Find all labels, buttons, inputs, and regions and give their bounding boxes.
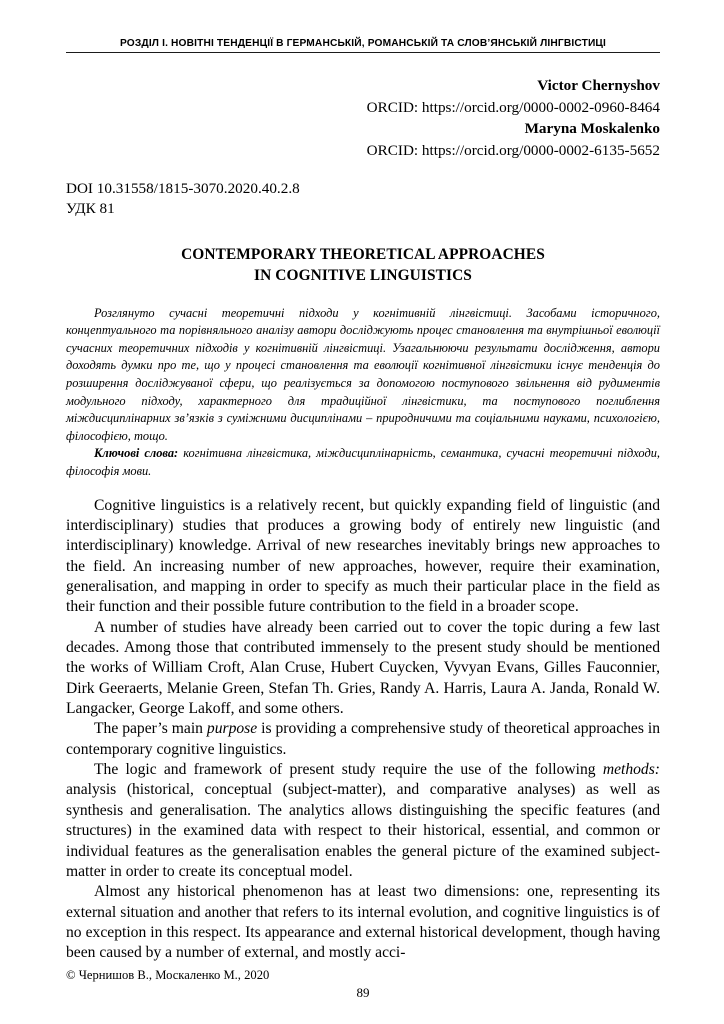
- body-paragraph-2: A number of studies have already been carried out to cover the topic during a few last decades. Among those that contributed immensely to the present study should be mentioned the works of William Croft, Alan Cruse, Hubert Cuycken, Vyvyan Evans, Gilles Fauconnier, Dirk Geeraerts, Melanie Green, Stefan Th. Gries, Randy A. Harris, Laura A. Janda, Ronald W. Langacker, George Lakoff, and some others.: [66, 618, 660, 718]
- author-block: [66, 75, 660, 161]
- paragraph-4-emphasis: methods:: [602, 761, 660, 779]
- page-content: [66, 0, 660, 964]
- article-title-line-2: IN COGNITIVE LINGUISTICS: [254, 266, 472, 284]
- body-paragraph-1: Cognitive linguistics is a relatively recent, but quickly expanding field of linguistic (and interdisciplinary) studies that produces a growing body of entirely new linguistic (and interdisciplinary) knowledge. Arrival of new researches inevitably brings new approaches to the field. An increasing number of new approaches, however, require their examination, generalisation, and mapping in order to specify as much their particular place in the field as their function and their possible future contribution to the field in a broader scope.: [66, 496, 660, 616]
- author-orcid-1[interactable]: ORCID: https://orcid.org/0000-0002-0960-8464: [366, 98, 660, 116]
- body-text: [66, 496, 660, 964]
- article-title-line-1: CONTEMPORARY THEORETICAL APPROACHES: [181, 245, 545, 263]
- page-footer: [66, 968, 660, 1024]
- body-paragraph-5: Almost any historical phenomenon has at least two dimensions: one, representing its external situation and another that refers to its internal evolution, and cognitive linguistics is of no exception in this respect. Its appearance and external historical development, though having been caused by a number of external, and mostly acci-: [66, 883, 660, 962]
- author-name-2: Maryna Moskalenko: [524, 120, 660, 138]
- keywords-values: когнітивна лінгвістика, міждисциплінарність, семантика, сучасні теоретичні підходи, філософія мови.: [66, 446, 661, 479]
- article-title: [66, 245, 660, 287]
- paragraph-3-emphasis: purpose: [206, 720, 258, 738]
- paragraph-4-tail: analysis (historical, conceptual (subject-matter), and comparative analyses) as well as synthesis and generalisation. The analytics allows distinguishing the specific features (and structures) in the examined data with respect to their historical, essential, and common or individual features as the generalisation enables the general picture of the examined subject-matter in order to create its conceptual model.: [66, 781, 660, 880]
- author-name-1: Victor Chernyshov: [537, 77, 660, 95]
- body-paragraph-3: [66, 719, 660, 760]
- udk-line: УДК 81: [66, 199, 115, 217]
- paragraph-4-lead: The logic and framework of present study require the use of the following: [94, 761, 603, 779]
- keywords-line: [66, 445, 660, 480]
- doi-line[interactable]: DOI 10.31558/1815-3070.2020.40.2.8: [66, 179, 300, 197]
- page-number: 89: [356, 985, 370, 1000]
- identifier-block: [66, 179, 660, 219]
- copyright-line: © Чернишов В., Москаленко М., 2020: [66, 968, 270, 982]
- author-orcid-2[interactable]: ORCID: https://orcid.org/0000-0002-6135-5652: [366, 141, 660, 159]
- keywords-label: Ключові слова:: [94, 446, 179, 461]
- running-head: РОЗДІЛ І. НОВІТНІ ТЕНДЕНЦІЇ В ГЕРМАНСЬКІЙ, РОМАНСЬКІЙ ТА СЛОВ’ЯНСЬКІЙ ЛІНГВІСТИЦІ: [120, 38, 606, 49]
- paragraph-3-tail: is providing a comprehensive study of theoretical approaches in contemporary cognitive linguistics.: [66, 720, 660, 758]
- abstract-text: Розглянуто сучасні теоретичні підходи у когнітивній лінгвістиці. Засобами історичного, концептуального та порівняльного аналізу автори досліджують процес становлення та внутрішньої еволюції сучасних теоретичних підходів у когнітивній лінгвістиці. Узагальнюючи результати дослідження, автори доходять думки про те, що у процесі становлення та еволюції когнітивної лінгвістики існує тенденція до розширення досліджуваної сфери, що реалізується за допомогою поступового звільнення від рудиментів модульного підходу, характерного для традиційної лінгвістики, та поступового поглиблення міждисциплінарних зв’язків з суміжними дисциплінами – природничими та соціальними науками, психологією, філософією, тощо.: [66, 305, 660, 443]
- header-rule: [66, 52, 660, 53]
- paragraph-3-lead: The paper’s main: [94, 720, 207, 738]
- body-paragraph-4: [66, 760, 660, 882]
